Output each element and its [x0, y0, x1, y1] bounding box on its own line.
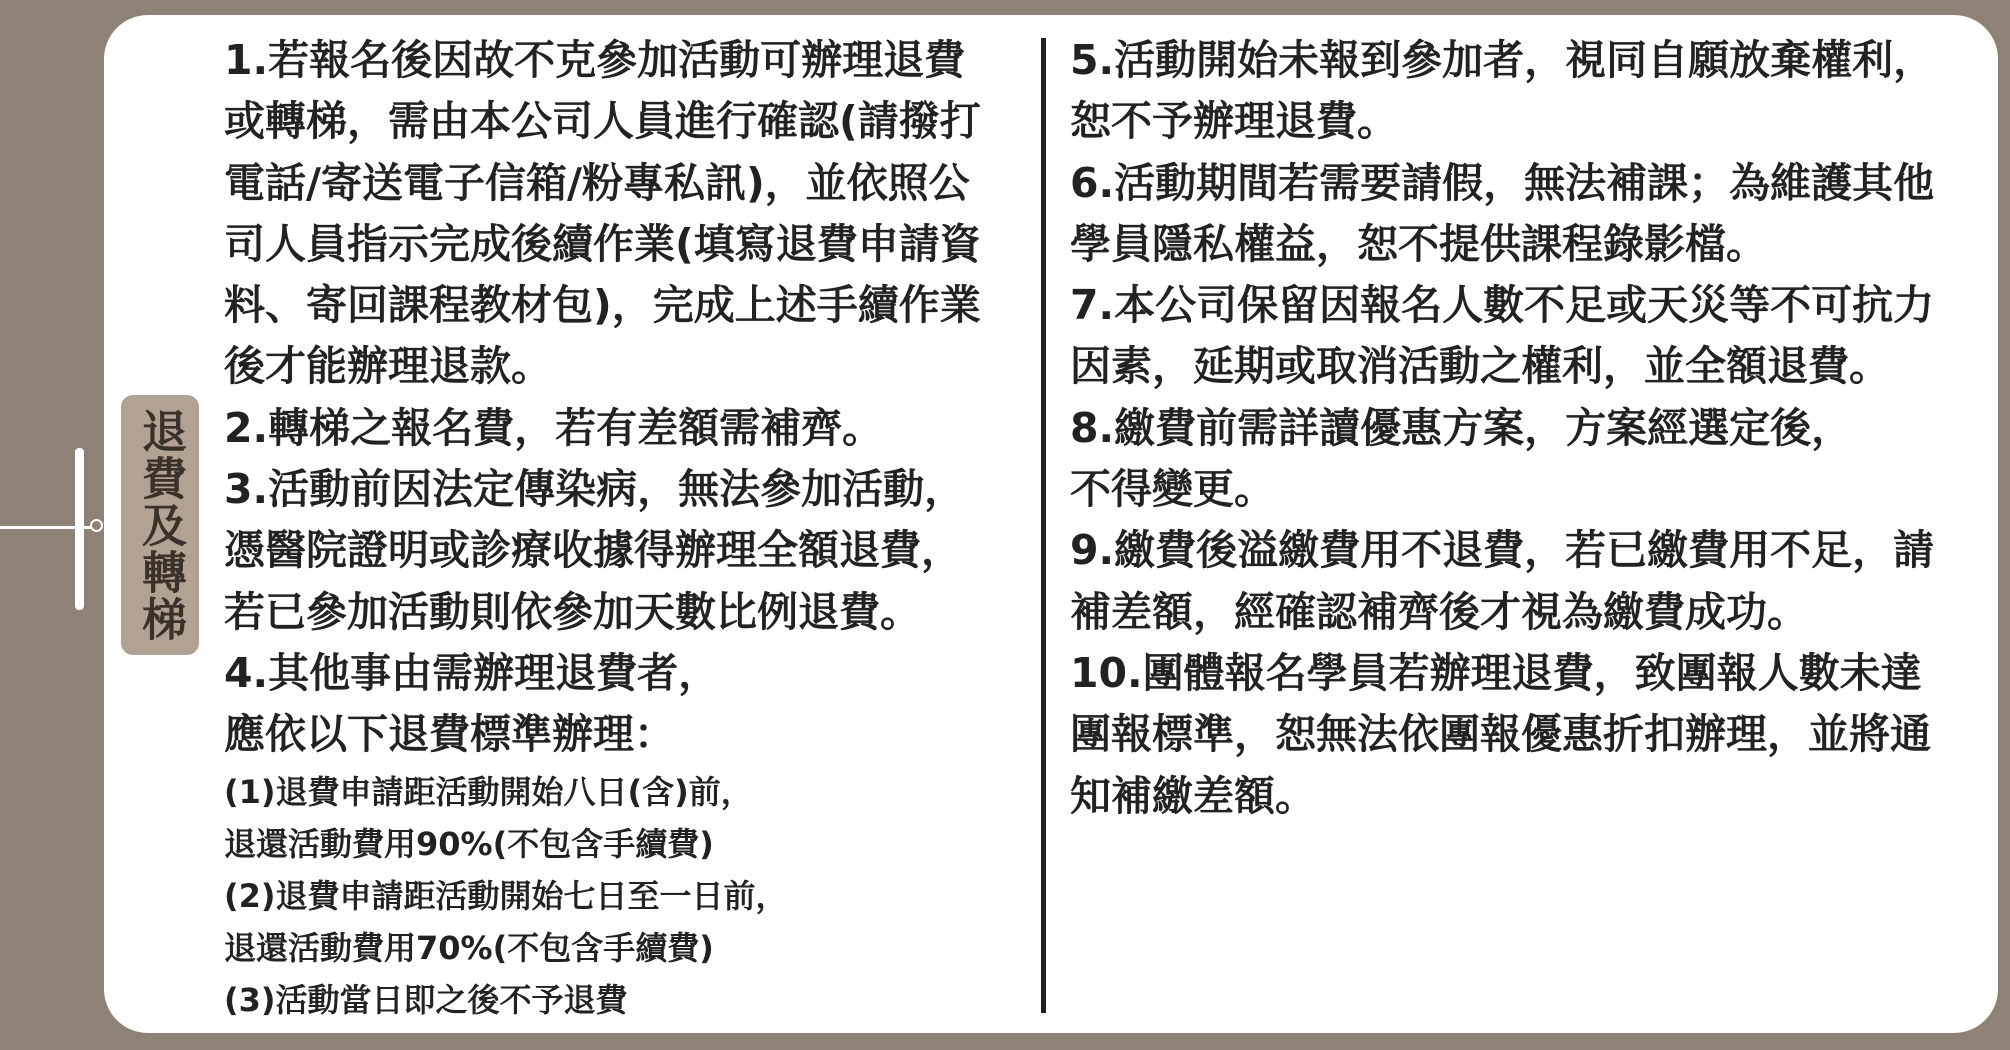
left-column — [224, 30, 1034, 1026]
refund-subitem-2: (2)退費申請距活動開始七日至一日前， 退還活動費用70%(不包含手續費) — [224, 876, 788, 967]
refund-item-5: 5.活動開始未報到參加者，視同自願放棄權利， 恕不予辦理退費。 — [1070, 36, 1935, 146]
refund-item-6: 6.活動期間若需要請假，無法補課；為維護其他 學員隱私權益，恕不提供課程錄影檔。 — [1070, 158, 1935, 268]
section-tag: 退費及轉梯 — [121, 395, 199, 655]
refund-subitem-1: (1)退費申請距活動開始八日(含)前， 退還活動費用90%(不包含手續費) — [224, 772, 753, 863]
connector-bar — [75, 448, 84, 610]
refund-item-9: 9.繳費後溢繳費用不退費，若已繳費用不足，請 補差額，經確認補齊後才視為繳費成功。 — [1070, 526, 1935, 636]
refund-subitem-3: (3)活動當日即之後不予退費 — [224, 980, 628, 1019]
column-divider — [1041, 38, 1046, 1013]
refund-item-4: 4.其他事由需辦理退費者， 應依以下退費標準辦理： — [224, 648, 720, 759]
refund-item-2: 2.轉梯之報名費，若有差額需補齊。 — [224, 403, 884, 452]
refund-item-8: 8.繳費前需詳讀優惠方案，方案經選定後， 不得變更。 — [1070, 403, 1853, 514]
connector-dot — [90, 519, 103, 532]
refund-item-7: 7.本公司保留因報名人數不足或天災等不可抗力 因素，延期或取消活動之權利，並全額退費。 — [1070, 281, 1935, 391]
refund-item-3: 3.活動前因法定傳染病，無法參加活動， 憑醫院證明或診療收據得辦理全額退費， 若已參加活動則依參加天數比例退費。 — [224, 465, 966, 636]
right-column — [1070, 30, 1990, 827]
refund-item-10: 10.團體報名學員若辦理退費，致團報人數未達 團報標準，恕無法依團報優惠折扣辦理，並將通 知補繳差額。 — [1070, 648, 1931, 820]
refund-item-1: 1.若報名後因故不克參加活動可辦理退費 或轉梯，需由本公司人員進行確認(請撥打 電話/寄送電子信箱/粉專私訊)，並依照公 司人員指示完成後續作業(填寫退費申請資 料、寄回課程教材包)，完成上述手續作業 後才能辦理退款。 — [224, 36, 981, 391]
